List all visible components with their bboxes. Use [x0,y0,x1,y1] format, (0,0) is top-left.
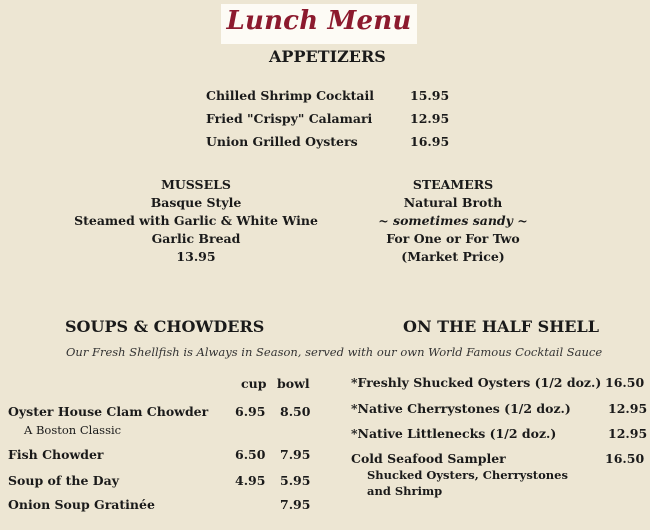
appetizer-price: 12.95 [410,111,450,126]
half-shell-heading: ON THE HALF SHELL [403,317,599,336]
appetizer-price: 15.95 [410,88,450,103]
cup-header: cup [241,376,267,391]
soups-heading: SOUPS & CHOWDERS [65,317,265,336]
mussels-heading: MUSSELS [161,177,231,192]
soup-cup-price: 4.95 [235,473,266,488]
soup-bowl-price: 7.95 [280,447,311,462]
soup-name: Onion Soup Gratinée [8,497,155,512]
soup-bowl-price: 8.50 [280,404,311,419]
half-shell-name: *Native Cherrystones (1/2 doz.) [351,401,571,416]
soup-bowl-price: 5.95 [280,473,311,488]
mussels-line: Garlic Bread [151,231,241,246]
appetizers-heading: APPETIZERS [269,47,386,66]
soup-name: Oyster House Clam Chowder [8,404,209,419]
half-shell-name: Cold Seafood Sampler [351,451,506,466]
appetizer-name: Union Grilled Oysters [206,134,358,149]
tagline: Our Fresh Shellfish is Always in Season, served with our own World Famous Cocktail Sauce [66,345,603,359]
appetizer-name: Chilled Shrimp Cocktail [206,88,375,103]
soup-cup-price: 6.50 [235,447,266,462]
soup-cup-price: 6.95 [235,404,266,419]
half-shell-price: 16.50 [605,451,645,466]
half-shell-sub: and Shrimp [367,484,443,498]
mussels-line: Basque Style [150,195,242,210]
soup-sub: A Boston Classic [24,423,122,437]
mussels-line: Steamed with Garlic & White Wine [74,213,318,228]
soup-name: Fish Chowder [8,447,104,462]
steamers-note: ~ sometimes sandy ~ [378,213,528,228]
menu-title: Lunch Menu [226,6,412,36]
half-shell-name: *Native Littlenecks (1/2 doz.) [351,426,557,441]
appetizer-price: 16.95 [410,134,450,149]
steamers-line: Natural Broth [403,195,503,210]
half-shell-price: 16.50 [605,375,645,390]
title-box [221,4,417,44]
half-shell-price: 12.95 [608,426,648,441]
steamers-line: For One or For Two [386,231,520,246]
half-shell-sub: Shucked Oysters, Cherrystones [367,468,568,482]
appetizer-name: Fried "Crispy" Calamari [206,111,373,126]
mussels-price: 13.95 [176,249,216,264]
steamers-line: (Market Price) [401,249,505,264]
soup-name: Soup of the Day [8,473,119,488]
half-shell-price: 12.95 [608,401,648,416]
bowl-header: bowl [277,376,310,391]
steamers-heading: STEAMERS [412,177,494,192]
half-shell-name: *Freshly Shucked Oysters (1/2 doz.) [351,375,602,390]
soup-bowl-price: 7.95 [280,497,311,512]
